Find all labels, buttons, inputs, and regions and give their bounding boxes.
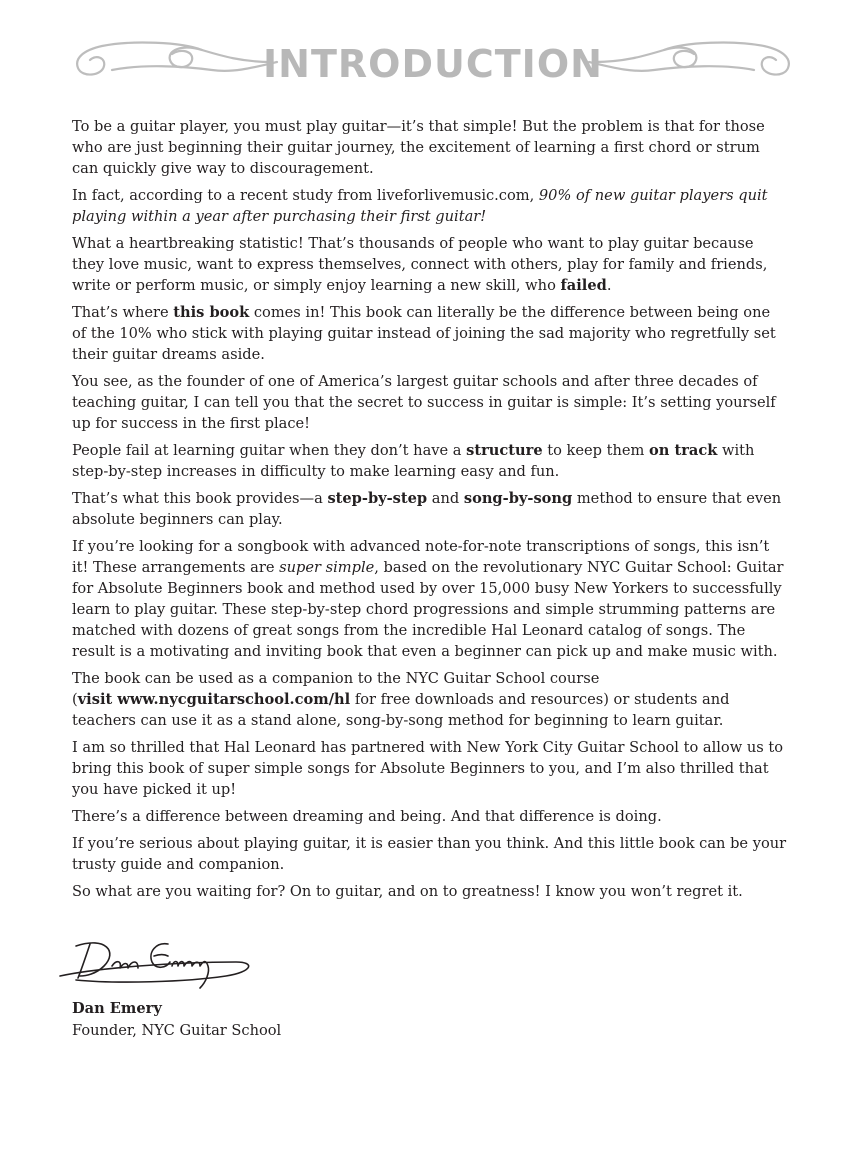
- paragraph: So what are you waiting for? On to guitar, and on to greatness! I know you won’t regret it.: [72, 883, 743, 900]
- signer-name: Dan Emery: [72, 1000, 162, 1017]
- paragraph: What a heartbreaking statistic! That’s thousands of people who want to play guitar because they love music, want to express themselves, connect with others, play for family and friends, write or perform music, or simply enjoy learning a new skill, who failed.: [72, 235, 768, 294]
- website-link: visit www.nycguitarschool.com/hl: [77, 691, 351, 708]
- paragraph: The book can be used as a companion to the NYC Guitar School course (visit www.nycguitarschool.com/hl for free downloads and resources) or students and teachers can use it as a stand alone, song-by-song method for beginning to learn guitar.: [72, 670, 730, 729]
- paragraph: That’s where this book comes in! This book can literally be the difference between being one of the 10% who stick with playing guitar instead of joining the sad majority who regretfully set their guitar dreams aside.: [72, 304, 776, 363]
- paragraph: I am so thrilled that Hal Leonard has partnered with New York City Guitar School to allow us to bring this book of super simple songs for Absolute Beginners to you, and I’m also thrilled that you have picked it up!: [72, 739, 784, 798]
- signer-role: Founder, NYC Guitar School: [72, 1022, 282, 1039]
- intro-body: [72, 116, 788, 908]
- paragraph: That’s what this book provides—a step-by-step and song-by-song method to ensure that even absolute beginners can play.: [72, 490, 782, 528]
- paragraph: In fact, according to a recent study from liveforlivemusic.com, 90% of new guitar players quit playing within a year after purchasing their first guitar!: [72, 187, 768, 225]
- chapter-header: [72, 36, 794, 92]
- paragraph: There’s a difference between dreaming and being. And that difference is doing.: [72, 808, 662, 825]
- paragraph: If you’re serious about playing guitar, it is easier than you think. And this little book can be your trusty guide and companion.: [72, 835, 787, 873]
- paragraph: If you’re looking for a songbook with advanced note-for-note transcriptions of songs, this isn’t it! These arrangements are super simple, based on the revolutionary NYC Guitar School: Guitar for Absolute Beginners book and method used by over 15,000 busy New Yorkers to successfully learn to play guitar. These step-by-step chord progressions and simple strumming patterns are matched with dozens of great songs from the incredible Hal Leonard catalog of songs. The result is a motivating and inviting book that even a beginner can pick up and make music with.: [72, 538, 784, 660]
- handwritten-signature: [56, 932, 256, 992]
- page-title: INTRODUCTION: [263, 42, 603, 86]
- paragraph: You see, as the founder of one of America’s largest guitar schools and after three decades of teaching guitar, I can tell you that the secret to success in guitar is simple: It’s setting yourself up for success in the first place!: [72, 373, 776, 432]
- paragraph: People fail at learning guitar when they don’t have a structure to keep them on track with step-by-step increases in difficulty to make learning easy and fun.: [72, 442, 755, 480]
- paragraph: To be a guitar player, you must play guitar—it’s that simple! But the problem is that for those who are just beginning their guitar journey, the excitement of learning a first chord or strum can quickly give way to discouragement.: [72, 118, 765, 177]
